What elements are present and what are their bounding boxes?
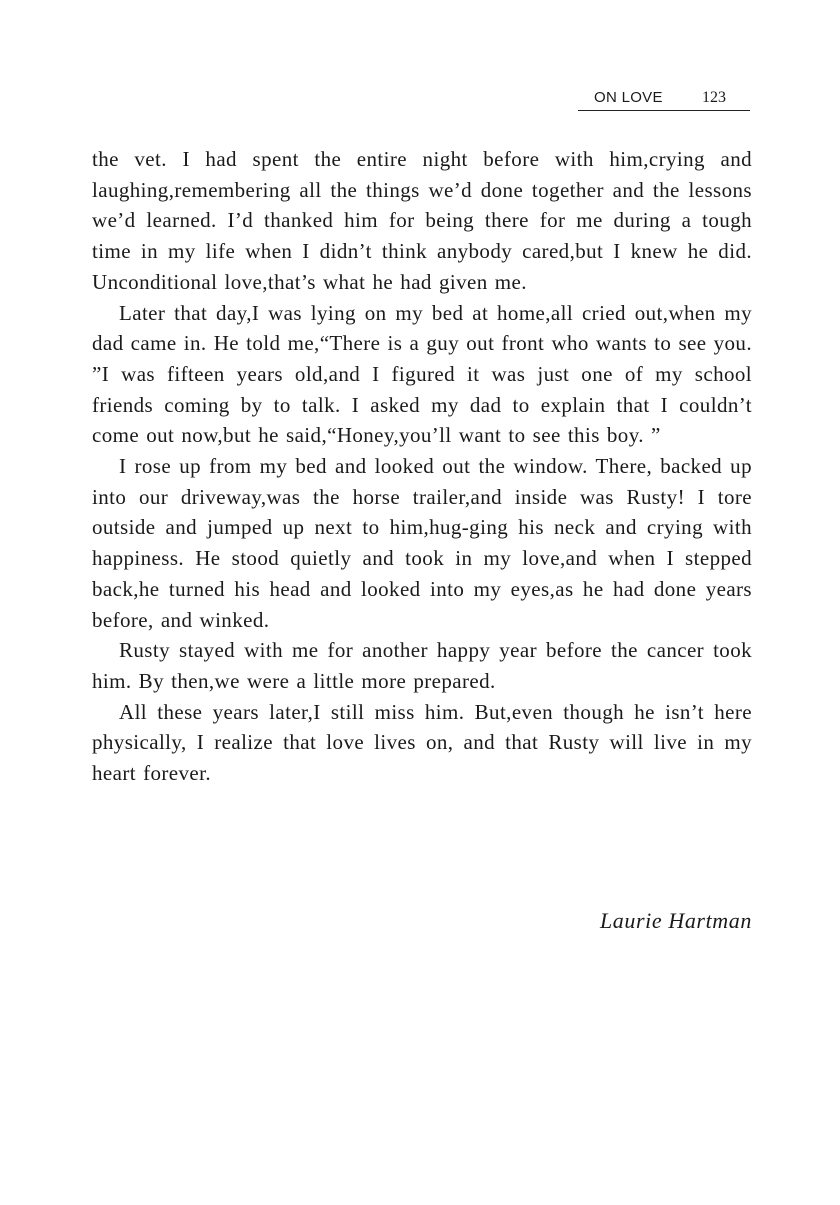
paragraph: I rose up from my bed and looked out the window. There, backed up into our driveway,was the horse trailer,and inside was Rusty! I tore outside and jumped up next to him,hug-ging his neck and crying with happiness. He stood quietly and took in my love,and when I stepped back,he turned his head and looked into my eyes,as he had done years before, and winked.	[92, 454, 752, 632]
paragraph: All these years later,I still miss him. But,even though he isn’t here physically, I realize that love lives on, and that Rusty will live in my heart forever.	[92, 699, 752, 786]
paragraph: Rusty stayed with me for another happy year before the cancer took him. By then,we were a little more prepared.	[92, 638, 752, 693]
section-title: ON LOVE	[594, 89, 663, 106]
paragraph-continuation: the vet. I had spent the entire night before with him,crying and laughing,remembering all the things we’d done together and the lessons we’d learned. I’d thanked him for being there for me during a tough time in my life when I didn’t think anybody cared,but I knew he did. Unconditional love,that’s what he had given me.	[92, 147, 752, 294]
author-signature: Laurie Hartman	[599, 908, 752, 933]
story-body	[92, 144, 752, 789]
page-number: 123	[702, 89, 726, 106]
paragraph: Later that day,I was lying on my bed at home,all cried out,when my dad came in. He told me,“There is a guy out front who wants to see you. ”I was fifteen years old,and I figured it was just one of my school friends coming by to talk. I asked my dad to explain that I couldn’t come out now,but he said,“Honey,you’ll want to see this boy. ”	[92, 300, 752, 448]
running-header	[578, 88, 750, 111]
